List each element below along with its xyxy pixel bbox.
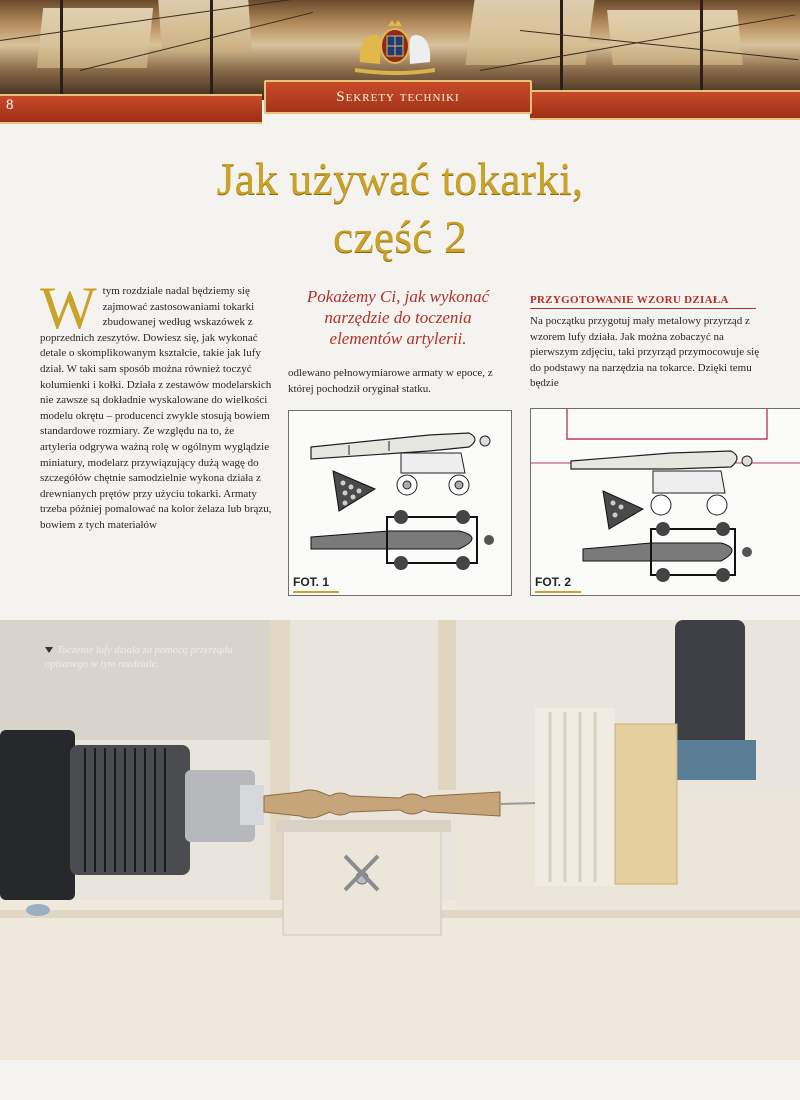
- body-column-2: [288, 366, 516, 397]
- header-bar-right: [530, 90, 800, 120]
- article-title: [120, 150, 680, 266]
- caption-arrow-icon: [45, 647, 53, 653]
- title-line-2: część 2: [332, 211, 468, 262]
- section-tab: [264, 80, 532, 114]
- figure-1-label-line: [293, 591, 339, 593]
- column3-text: Na początku przygotuj mały metalowy przyrząd z wzorem lufy działa. Jak można zobaczyć na pierwszym zdjęciu, taki przyrząd przymocowuje się do podstawy na narzędzia na tokarce. Dzięki temu będzie: [530, 315, 760, 390]
- cannon-template-drawing-icon: [531, 409, 800, 595]
- photo-caption-text: Toczenie lufy działa za pomocą przyrządu opisanego w tym rozdziale.: [45, 645, 233, 670]
- column1-text: tym rozdziale nadal będziemy się zajmować zastosowaniami tokarki zbudowanej według wskazówek z poprzednich zeszytów. Dowiesz się, jak wykonać detale o skomplikowanym kształcie, takie jak lufy dział. W taki sam sposób można również toczyć kolumienki i kołki. Działa z zestawów modelarskich nie zawsze są dokładnie wyskalowane do wielkości modelu okrętu – producenci zwykle stosują bowiem standardowe rozmiary. Ze względu na to, że artyleria odgrywa ważną rolę w ogólnym wyglądzie miniatury, modelarz przywiązujący dużą wagę do szczegółów chętnie samodzielnie wykona działa z drewnianych prętów przy użyciu tokarki. Armaty trzeba później pomalować na kolor żelaza lub brązu, bowiem z tych materiałów: [40, 285, 272, 531]
- drop-cap: W: [40, 275, 97, 341]
- figure-1: [288, 410, 512, 596]
- figure-1-label: FOT. 1: [293, 575, 330, 589]
- title-line-1: Jak używać tokarki,: [216, 153, 584, 204]
- lead-quote: Pokażemy Ci, jak wykonać narzędzie do toczenia elementów artylerii.: [306, 287, 490, 348]
- subhead-text: PRZYGOTOWANIE WZORU DZIAŁA: [530, 294, 729, 306]
- section-title: Sekrety techniki: [336, 88, 460, 105]
- body-column-3: [530, 314, 766, 392]
- column2-text: odlewano pełnowymiarowe armaty w epoce, z której pochodził oryginał statku.: [288, 367, 493, 395]
- lathe-photo: [0, 620, 800, 1060]
- cannon-drawing-icon: [289, 411, 511, 595]
- figure-2-label: FOT. 2: [535, 575, 572, 589]
- figure-2: [530, 408, 800, 596]
- page-number: 8: [6, 97, 14, 113]
- photo-caption: [45, 644, 245, 672]
- section-subhead: [530, 294, 760, 306]
- body-column-1: [40, 275, 272, 534]
- subhead-underline: [530, 308, 756, 309]
- royal-crest-icon: [340, 12, 450, 78]
- header-bar-left: [0, 94, 262, 124]
- figure-2-label-line: [535, 591, 581, 593]
